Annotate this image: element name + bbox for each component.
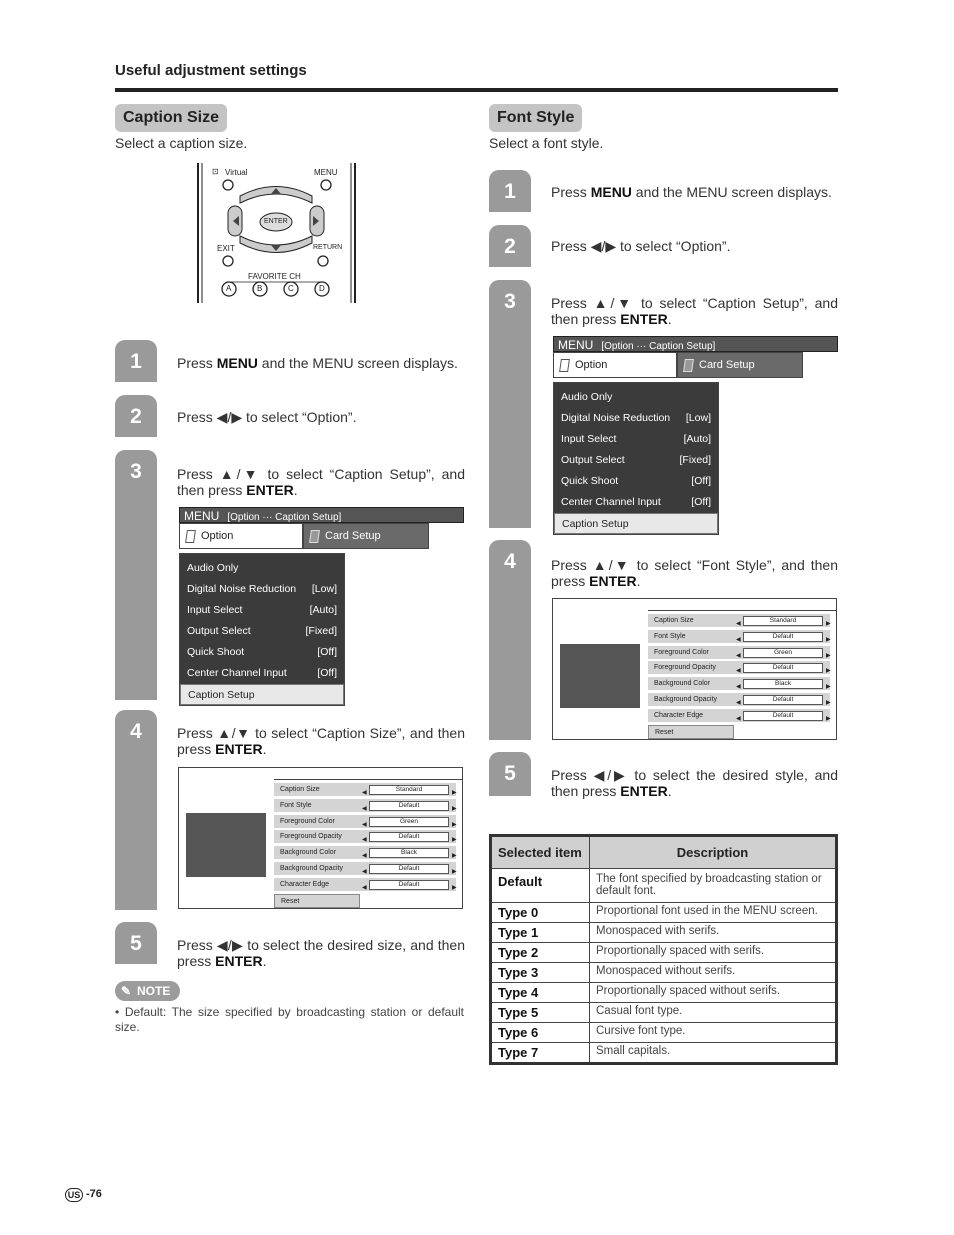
right-arrow-icon[interactable]: ▶ (826, 715, 831, 722)
caption-setting-row[interactable] (274, 862, 456, 876)
caption-setting-value: Default (743, 711, 823, 721)
table-header-description: Description (590, 836, 837, 869)
right-step-3-bar (489, 280, 531, 528)
right-arrow-icon[interactable]: ▶ (826, 684, 831, 691)
menu-item[interactable]: Digital Noise Reduction [Low] (187, 583, 337, 595)
left-step-3-bar (115, 450, 157, 700)
menu-item[interactable]: Digital Noise Reduction [Low] (561, 412, 711, 424)
table-cell-description: Proportional font used in the MENU screen. (590, 903, 837, 923)
menu-item[interactable]: Center Channel Input [Off] (187, 667, 337, 679)
caption-size-subtitle: Select a caption size. (115, 135, 248, 151)
caption-setting-label: Background Color (654, 680, 711, 688)
table-row (491, 869, 837, 903)
header-rule (115, 88, 838, 92)
step-number: 4 (504, 550, 516, 573)
left-arrow-icon[interactable]: ◀ (736, 636, 741, 643)
menu-header: MENU [Option ··· Caption Setup] (553, 336, 838, 352)
left-menu-screen (179, 507, 464, 706)
menu-item[interactable]: Output Select [Fixed] (561, 454, 711, 466)
step-number: 2 (130, 405, 142, 428)
caption-setting-row[interactable] (648, 614, 830, 628)
table-row (491, 923, 837, 943)
fav-a: A (226, 284, 232, 293)
table-cell-item: Default (491, 869, 590, 903)
preview-area (186, 813, 266, 877)
menu-list (179, 553, 345, 706)
table-cell-item: Type 1 (491, 923, 590, 943)
enter-label: ENTER (264, 218, 288, 225)
right-menu-screen (553, 336, 838, 535)
right-step-3-text: Press ▲/▼ to select “Caption Setup”, and then press ENTER. (551, 295, 838, 327)
menu-item[interactable]: Quick Shoot [Off] (187, 646, 337, 658)
right-step-4-text: Press ▲/▼ to select “Font Style”, and then press ENTER. (551, 557, 838, 589)
pencil-icon: ✎ (121, 984, 132, 998)
caption-setting-value: Default (743, 695, 823, 705)
right-step-2-text: Press ◀/▶ to select “Option”. (551, 238, 731, 254)
left-step-5-bar (115, 922, 157, 964)
left-arrow-icon[interactable]: ◀ (736, 621, 741, 627)
table-cell-description: Small capitals. (590, 1043, 837, 1064)
right-arrow-icon[interactable]: ▶ (452, 821, 457, 828)
fav-c: C (288, 284, 294, 293)
exit-label: EXIT (217, 244, 235, 253)
left-arrow-icon[interactable]: ◀ (736, 668, 741, 675)
left-arrow-icon[interactable]: ◀ (362, 790, 367, 796)
tab-card-setup[interactable]: Card Setup (677, 352, 803, 378)
right-step-5-bar (489, 752, 531, 796)
menu-header: MENU [Option ··· Caption Setup] (179, 507, 464, 523)
right-step-4-bar (489, 540, 531, 740)
table-cell-description: Monospaced with serifs. (590, 923, 837, 943)
caption-setting-row[interactable] (274, 783, 456, 797)
right-arrow-icon[interactable]: ▶ (452, 884, 457, 891)
right-arrow-icon[interactable]: ▶ (452, 837, 457, 844)
left-arrow-icon[interactable]: ◀ (736, 700, 741, 706)
left-arrow-icon[interactable]: ◀ (736, 684, 741, 691)
fav-b: B (257, 284, 263, 293)
right-arrow-icon[interactable]: ▶ (452, 805, 457, 812)
caption-setting-row[interactable] (648, 646, 830, 660)
page-section-title: Useful adjustment settings (115, 62, 307, 79)
menu-label: MENU (314, 168, 338, 177)
option-icon (185, 530, 196, 543)
right-step-1-bar (489, 170, 531, 212)
table-row (491, 943, 837, 963)
step-number: 1 (130, 350, 142, 373)
caption-setting-row[interactable] (274, 846, 456, 860)
table-cell-item: Type 5 (491, 1003, 590, 1023)
caption-setting-row[interactable] (648, 630, 830, 644)
table-row (491, 963, 837, 983)
left-step-4-bar (115, 710, 157, 910)
caption-setting-value: Standard (369, 785, 449, 795)
left-arrow-icon[interactable]: ◀ (736, 652, 741, 659)
left-step-1-bar (115, 340, 157, 382)
font-style-table (489, 834, 838, 1065)
table-cell-description: The font specified by broadcasting station or default font. (590, 869, 837, 903)
right-arrow-icon[interactable]: ▶ (826, 621, 831, 627)
caption-setting-label: Foreground Color (280, 817, 335, 825)
step-number: 1 (504, 180, 516, 203)
caption-setting-label: Font Style (654, 632, 686, 640)
menu-item[interactable]: Audio Only (561, 391, 613, 403)
caption-setting-value: Black (369, 848, 449, 858)
step-number: 3 (130, 460, 142, 483)
caption-setting-row[interactable] (648, 661, 830, 675)
caption-setting-row[interactable] (274, 815, 456, 829)
caption-setting-value: Default (369, 832, 449, 842)
table-cell-description: Proportionally spaced with serifs. (590, 943, 837, 963)
step-number: 5 (130, 932, 142, 955)
left-arrow-icon[interactable]: ◀ (362, 853, 367, 860)
table-cell-description: Cursive font type. (590, 1023, 837, 1043)
caption-setting-row[interactable] (274, 878, 456, 892)
virtual-icon: ⊡ (212, 167, 219, 176)
caption-setting-label: Background Opacity (654, 696, 718, 703)
left-caption-settings (178, 767, 463, 909)
table-row (491, 1003, 837, 1023)
caption-setting-label: Foreground Opacity (654, 664, 716, 672)
table-cell-description: Monospaced without serifs. (590, 963, 837, 983)
step-number: 5 (504, 762, 516, 785)
remote-drawing (195, 163, 358, 303)
note-text: • Default: The size specified by broadcasting station or default size. (115, 1005, 464, 1034)
caption-setting-value: Default (743, 663, 823, 673)
caption-setting-label: Foreground Color (654, 648, 709, 656)
menu-item[interactable]: Center Channel Input [Off] (561, 496, 711, 508)
menu-item-selected[interactable]: Caption Setup (180, 684, 344, 705)
menu-list (553, 382, 719, 535)
menu-item[interactable]: Audio Only (187, 562, 239, 574)
caption-setting-value: Default (369, 864, 449, 874)
caption-setting-label: Foreground Opacity (280, 833, 342, 841)
table-row (491, 983, 837, 1003)
preview-area (560, 644, 640, 708)
right-arrow-icon[interactable]: ▶ (452, 853, 457, 860)
left-arrow-icon[interactable]: ◀ (362, 821, 367, 828)
table-cell-item: Type 7 (491, 1043, 590, 1064)
right-arrow-icon[interactable]: ▶ (452, 790, 457, 796)
table-cell-item: Type 0 (491, 903, 590, 923)
caption-setting-label: Background Color (280, 849, 337, 857)
tab-option[interactable]: Option (553, 352, 677, 378)
caption-setting-row[interactable] (274, 799, 456, 813)
caption-size-heading: Caption Size (115, 104, 227, 132)
left-arrow-icon[interactable]: ◀ (736, 715, 741, 722)
caption-setting-value: Green (743, 648, 823, 658)
table-cell-item: Type 3 (491, 963, 590, 983)
tab-card-setup[interactable]: Card Setup (303, 523, 429, 549)
menu-item-selected[interactable]: Caption Setup (554, 513, 718, 534)
note-badge: ✎ NOTE (115, 981, 180, 1001)
menu-item[interactable]: Quick Shoot [Off] (561, 475, 711, 487)
caption-setting-value: Black (743, 679, 823, 689)
font-style-subtitle: Select a font style. (489, 135, 604, 151)
right-arrow-icon[interactable]: ▶ (826, 700, 831, 706)
table-row (491, 903, 837, 923)
left-arrow-icon[interactable]: ◀ (362, 837, 367, 844)
menu-item[interactable]: Input Select [Auto] (187, 604, 337, 616)
left-arrow-icon[interactable]: ◀ (362, 869, 367, 875)
caption-setting-row[interactable] (274, 830, 456, 844)
right-step-2-bar (489, 225, 531, 267)
card-icon (683, 359, 694, 372)
right-caption-settings (552, 598, 837, 740)
table-body (491, 869, 837, 1064)
remote-control-illustration (195, 163, 358, 303)
caption-setting-label: Caption Size (654, 617, 694, 624)
right-arrow-icon[interactable]: ▶ (826, 636, 831, 643)
right-step-1-text: Press MENU and the MENU screen displays. (551, 184, 832, 200)
caption-setting-value: Default (369, 880, 449, 890)
step-number: 2 (504, 235, 516, 258)
left-step-2-bar (115, 395, 157, 437)
caption-setting-label: Character Edge (654, 711, 704, 719)
table-cell-item: Type 6 (491, 1023, 590, 1043)
step-number: 4 (130, 720, 142, 743)
caption-setting-value: Standard (743, 616, 823, 626)
caption-setting-value: Green (369, 817, 449, 827)
region-badge: US (65, 1188, 83, 1202)
card-icon (309, 530, 320, 543)
table-row (491, 1043, 837, 1064)
favorite-label: FAVORITE CH (248, 272, 301, 281)
font-style-heading: Font Style (489, 104, 582, 132)
left-arrow-icon[interactable]: ◀ (362, 805, 367, 812)
table-cell-item: Type 4 (491, 983, 590, 1003)
caption-setting-value: Default (743, 632, 823, 642)
menu-item[interactable]: Input Select [Auto] (561, 433, 711, 445)
menu-item[interactable]: Output Select [Fixed] (187, 625, 337, 637)
left-step-5-text: Press ◀/▶ to select the desired size, and then press ENTER. (177, 937, 465, 969)
left-step-3-text: Press ▲/▼ to select “Caption Setup”, and then press ENTER. (177, 466, 465, 498)
option-icon (559, 359, 570, 372)
right-arrow-icon[interactable]: ▶ (826, 668, 831, 675)
right-arrow-icon[interactable]: ▶ (826, 652, 831, 659)
right-arrow-icon[interactable]: ▶ (452, 869, 457, 875)
table-cell-description: Casual font type. (590, 1003, 837, 1023)
left-arrow-icon[interactable]: ◀ (362, 884, 367, 891)
caption-setting-label: Font Style (280, 801, 312, 809)
caption-setting-label: Background Opacity (280, 865, 344, 872)
caption-setting-row[interactable] (648, 677, 830, 691)
caption-setting-label: Character Edge (280, 880, 330, 888)
reset-button[interactable]: Reset (648, 725, 734, 739)
left-step-2-text: Press ◀/▶ to select “Option”. (177, 409, 357, 425)
table-cell-description: Proportionally spaced without serifs. (590, 983, 837, 1003)
caption-setting-value: Default (369, 801, 449, 811)
tab-option[interactable]: Option (179, 523, 303, 549)
return-label: RETURN (313, 244, 343, 251)
fav-d: D (319, 284, 325, 293)
caption-setting-label: Caption Size (280, 786, 320, 793)
table-header-item: Selected item (491, 836, 590, 869)
virtual-label: Virtual (225, 168, 248, 177)
reset-button[interactable]: Reset (274, 894, 360, 908)
right-step-5-text: Press ◀/▶ to select the desired style, and then press ENTER. (551, 767, 838, 799)
caption-setting-row[interactable] (648, 693, 830, 707)
caption-setting-row[interactable] (648, 709, 830, 723)
page-number: -76 (86, 1188, 102, 1200)
table-cell-item: Type 2 (491, 943, 590, 963)
left-step-1-text: Press MENU and the MENU screen displays. (177, 355, 458, 371)
left-step-4-text: Press ▲/▼ to select “Caption Size”, and then press ENTER. (177, 725, 465, 757)
step-number: 3 (504, 290, 516, 313)
table-row (491, 1023, 837, 1043)
